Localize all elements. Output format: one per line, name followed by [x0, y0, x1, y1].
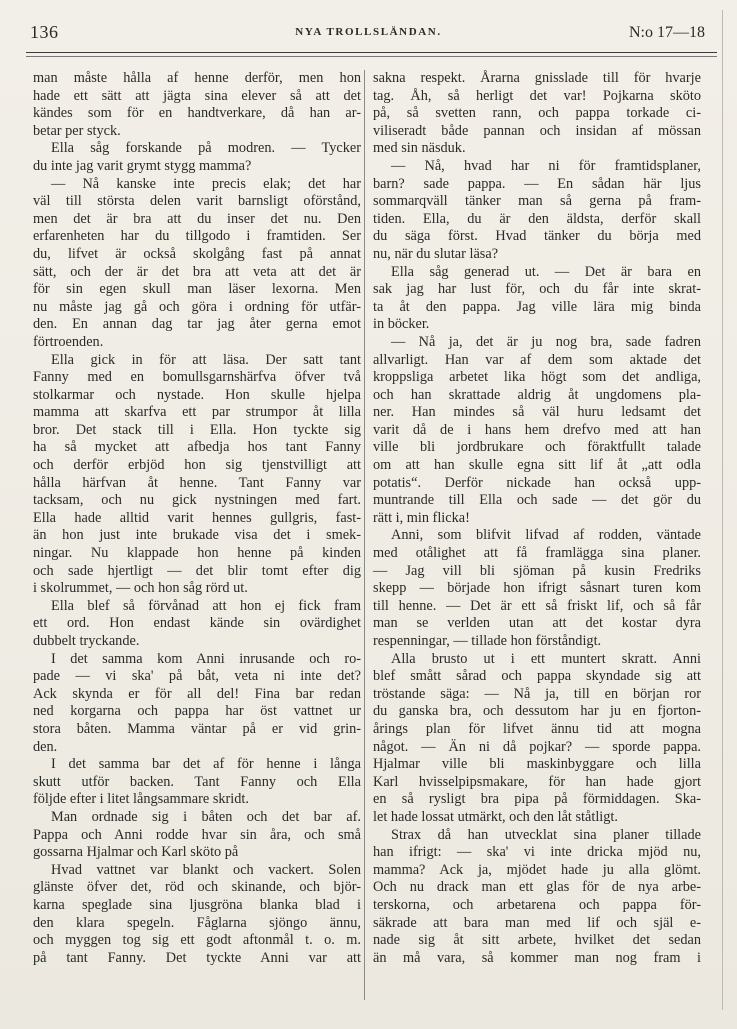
- left-column-text-line: skutt utför backen. Tant Fanny och Ella: [33, 773, 361, 790]
- right-column-text-line: om att han skulle egna sitt lif åt „att odla: [373, 457, 701, 474]
- left-column-text-line: följde efter i litet långsammare skridt.: [33, 791, 249, 808]
- left-column-text-line: du, lifvet är också skolgång fast på annat: [33, 245, 361, 262]
- left-column-text-line: glänste öfver det, röd och skinande, och björ-: [33, 879, 361, 896]
- left-column-text-line: mamma att skarfva ett par strumpor åt lilla: [33, 404, 361, 421]
- left-column-text-line: — Nå kanske inte precis elak; det har: [51, 175, 361, 192]
- right-column-text-line: allvarligt. Han var af dem som aktade det: [373, 351, 701, 368]
- left-column-text-line: stolkarmar och nystade. Hon skulle hjelpa: [33, 386, 361, 403]
- right-column-text-line: nade sig åt sitt arbete, hvilket det sedan: [373, 932, 701, 949]
- right-column-text-line: — Jag vill bli sjöman på kusin Fredriks: [373, 562, 701, 579]
- right-column-text-line: med otålighet att få framlägga sina planer.: [373, 545, 701, 562]
- left-column-text-line: ha så mycket att afbedja hos tant Fanny: [33, 439, 361, 456]
- right-column-text-line: Karl hvisselpipsmakare, för han hade gjort: [373, 773, 701, 790]
- right-column-text-line: än må vara, så kommer man nog fram i: [373, 949, 701, 966]
- right-column-text-line: han ifrigt: — ska' vi inte dricka mjöd nu,: [373, 844, 701, 861]
- right-column-text-line: terskorna, och arbetarena och pappa för-: [373, 896, 701, 913]
- right-column-text-line: Anni, som blifvit lifvad af rodden, väntade: [391, 527, 701, 544]
- left-column-text-line: Ack skynda er för all del! Fina bar redan: [33, 685, 361, 702]
- left-column-text-line: nu måste jag gå och göra i ordning för utfär-: [33, 298, 361, 315]
- right-column-text-line: man se verlden utan att det kostar dyra: [373, 615, 701, 632]
- left-column-text-line: förtroenden.: [33, 333, 104, 350]
- right-column-text-line: rätt i, min flicka!: [373, 509, 470, 526]
- right-column-text-line: mamma? Ack ja, mjödet hade ju alla glömt.: [373, 861, 701, 878]
- right-column-text-line: du säga först. Hvad tänker du börja med: [373, 228, 701, 245]
- right-column-text-line: sakna respekt. Årarna gnisslade till för hvarje: [373, 70, 701, 86]
- left-column-text-line: man måste hålla af henne derför, men hon: [33, 70, 361, 86]
- page-edge-line: [722, 10, 723, 1010]
- left-column-text-line: dubbelt tryckande.: [33, 633, 140, 649]
- right-column-text-line: Strax då han utvecklat sina planer tillade: [391, 826, 701, 843]
- column-divider: [364, 70, 365, 1000]
- right-column-text-line: kroppsliga arbetet lika högt som det andliga,: [373, 369, 701, 386]
- page-number: 136: [30, 22, 59, 42]
- right-column-text-line: nu, när du slutar läsa?: [373, 245, 499, 262]
- left-column-text-line: Pappa och Anni rodde hvar sin åra, och små: [33, 826, 361, 843]
- header-rule-thin: [26, 56, 717, 57]
- left-column-text-line: Hvad vattnet var blankt och vackert. Solen: [51, 861, 361, 878]
- right-column-text-line: potatis“. Derför nickade han också upp-: [373, 474, 701, 491]
- right-column-text-line: tag. Åh, så herligt det var! Pojkarna sköto: [373, 87, 701, 104]
- left-column-text-line: stora båten. Mamma väntar på er vid grin-: [33, 720, 361, 737]
- left-column-text-line: Ella hade alltid varit hennes gullgris, fast-: [33, 509, 361, 526]
- right-column: [373, 70, 701, 967]
- right-column-text-line: tiden. Ella, du är den äldsta, derför skall: [373, 210, 701, 227]
- right-column-text-line: — Nå ja, det är ju nog bra, sade fadren: [391, 333, 701, 350]
- right-column-text-line: ner. Han mindes så väl huru ledsamt det: [373, 404, 701, 421]
- right-column-text-line: en så rysligt bra pipa på förmiddagen. Ska-: [373, 791, 701, 808]
- left-column-text-line: hade ett sätt att jägta sina elever så att det: [33, 87, 361, 104]
- right-column-text-line: med sin näsduk.: [373, 140, 466, 157]
- left-column-text-line: tacksam, och nu gick nystningen med fart.: [33, 492, 361, 509]
- left-column-text-line: Man ordnade sig i båten och det bar af.: [51, 808, 361, 825]
- right-column-text-line: blef smått sårad och pappa skyndade sig att: [373, 668, 701, 685]
- issue-number: N:o 17—18: [629, 24, 705, 41]
- right-column-text-line: du ganska bra, och dessutom har ju en fjorton-: [373, 703, 701, 720]
- left-column-text-line: gossarna Hjalmar och Karl sköto på: [33, 844, 239, 861]
- left-column-text-line: Ella gick in för att läsa. Der satt tant: [51, 351, 361, 368]
- right-column-text-line: årings plan för lifvet ännu tid att mogna: [373, 720, 701, 737]
- right-column-text-line: sak jag har lust för, och du får inte skrat-: [373, 281, 701, 298]
- right-column-text-line: och han skrattade aldrig åt ungdomens pla-: [373, 386, 701, 403]
- left-column-text-line: bror. Det stack till i Ella. Hon tyckte sig: [33, 421, 361, 438]
- right-column-text-line: Och nu drack man ett glas för de nya arbe-: [373, 879, 701, 896]
- right-column-text-line: ta åt den pappa. Jag ville lära mig binda: [373, 298, 701, 315]
- page-header: [26, 22, 711, 48]
- right-column-text-line: barn? sade pappa. — En sådan här ljus: [373, 175, 701, 192]
- right-column-text-line: varit då de i hans hem drefvo med att han: [373, 421, 701, 438]
- left-column-text-line: ned korgarna och pappa har öst vattnet ur: [33, 703, 361, 720]
- left-column-text-line: väl till största delen varit barnsligt oförstånd,: [33, 193, 361, 210]
- left-column-text-line: kändes som för en handtverkare, då han ar-: [33, 105, 361, 122]
- right-column-text-line: let hade lossat utmärkt, och den låt ståtligt.: [373, 808, 618, 825]
- left-column-text-line: den.: [33, 738, 58, 755]
- left-column-text-line: och derför erbjöd hon sig tjenstvilligt att: [33, 457, 361, 474]
- right-column-text-line: sommarqväll tänker man så gerna på fram-: [373, 193, 701, 210]
- right-column-text-line: respenningar, — tillade hon förståndigt.: [373, 633, 602, 649]
- right-column-text-line: viliseradt både pannan och insidan af mössan: [373, 122, 701, 139]
- left-column-text-line: ett ord. Hon endast kände sin ovärdighet: [33, 615, 361, 632]
- right-column-text-line: muntrande till Ella och sade — det gör du: [373, 492, 701, 509]
- left-column-text-line: den. En annan dag tar jag åter gerna emot: [33, 316, 361, 333]
- left-column-text-line: ningar. Nu klappade hon henne på kinden: [33, 545, 361, 562]
- left-column-text-line: på tant Fanny. Det tyckte Anni var att: [33, 949, 361, 966]
- left-column-text-line: sätt, och der är det bra att veta att det är: [33, 263, 361, 280]
- right-column-text-line: Ella såg generad ut. — Det är bara en: [391, 263, 701, 280]
- right-column-text-line: Hjalmar ville bli maskinbyggare och lilla: [373, 756, 701, 773]
- left-column-text-line: i skolrummet, — och hon såg rörd ut.: [33, 580, 248, 597]
- right-column-text-line: till henne. — Det är ett så friskt lif, och så får: [373, 597, 701, 614]
- right-column-text-line: något. — Än ni då pojkar? — sporde pappa.: [373, 738, 701, 755]
- left-column-text-line: Ella såg forskande på modren. — Tycker: [51, 140, 361, 157]
- right-column-text-line: in böcker.: [373, 316, 430, 333]
- left-column-text-line: den klara spegeln. Fåglarna sjöngo ännu,: [33, 914, 361, 931]
- running-title: NYA TROLLSLÄNDAN.: [295, 26, 442, 38]
- right-column-text-line: ville bli jordbrukare och föraktfullt talade: [373, 439, 701, 456]
- left-column-text-line: och sade hjertligt — det blir tomt efter dig: [33, 562, 361, 579]
- left-column-text-line: än hon just inte brukade visa det i smek-: [33, 527, 361, 544]
- right-column-text-line: säkrade att bara man med lif och själ e-: [373, 914, 701, 931]
- left-column-text-line: Ella blef så förvånad att hon ej fick fram: [51, 597, 361, 614]
- left-column-text-line: Fanny med en bomullsgarnshärfva öfver två: [33, 369, 361, 386]
- left-column-text-line: karna speglade sina ljusgröna blanka blad i: [33, 896, 361, 913]
- left-column-text-line: I det samma kom Anni inrusande och ro-: [51, 650, 361, 667]
- header-rule: [26, 52, 717, 53]
- right-column-text-line: tröstande säga: — Nå ja, till en början ror: [373, 685, 701, 702]
- right-column-text-line: — Nå, hvad har ni för framtidsplaner,: [391, 157, 701, 174]
- left-column-text-line: men det är bra att du inser det nu. Den: [33, 210, 361, 227]
- left-column-text-line: för sin egen skull man läser lexorna. Men: [33, 281, 361, 298]
- right-column-text-line: på, så svetten rann, och pappa torkade ci-: [373, 105, 701, 122]
- left-column-text-line: du inte jag varit grymt stygg mamma?: [33, 157, 252, 174]
- left-column-text-line: betar per styck.: [33, 122, 121, 139]
- left-column-text-line: I det samma bar det af för henne i långa: [51, 756, 361, 773]
- left-column-text-line: och myggen tog sig ett godt aftonmål t. o. m.: [33, 932, 361, 949]
- left-column: [33, 70, 361, 967]
- left-column-text-line: erfarenheten har du tillgodo i framtiden. Ser: [33, 228, 361, 245]
- left-column-text-line: pade — vi ska' på båt, veta ni inte det?: [33, 668, 361, 685]
- right-column-text-line: skepp — började hon ifrigt såsnart turen kom: [373, 580, 701, 597]
- right-column-text-line: Alla brusto ut i ett muntert skratt. Anni: [391, 650, 701, 667]
- left-column-text-line: hålla härfvan åt henne. Tant Fanny var: [33, 474, 361, 491]
